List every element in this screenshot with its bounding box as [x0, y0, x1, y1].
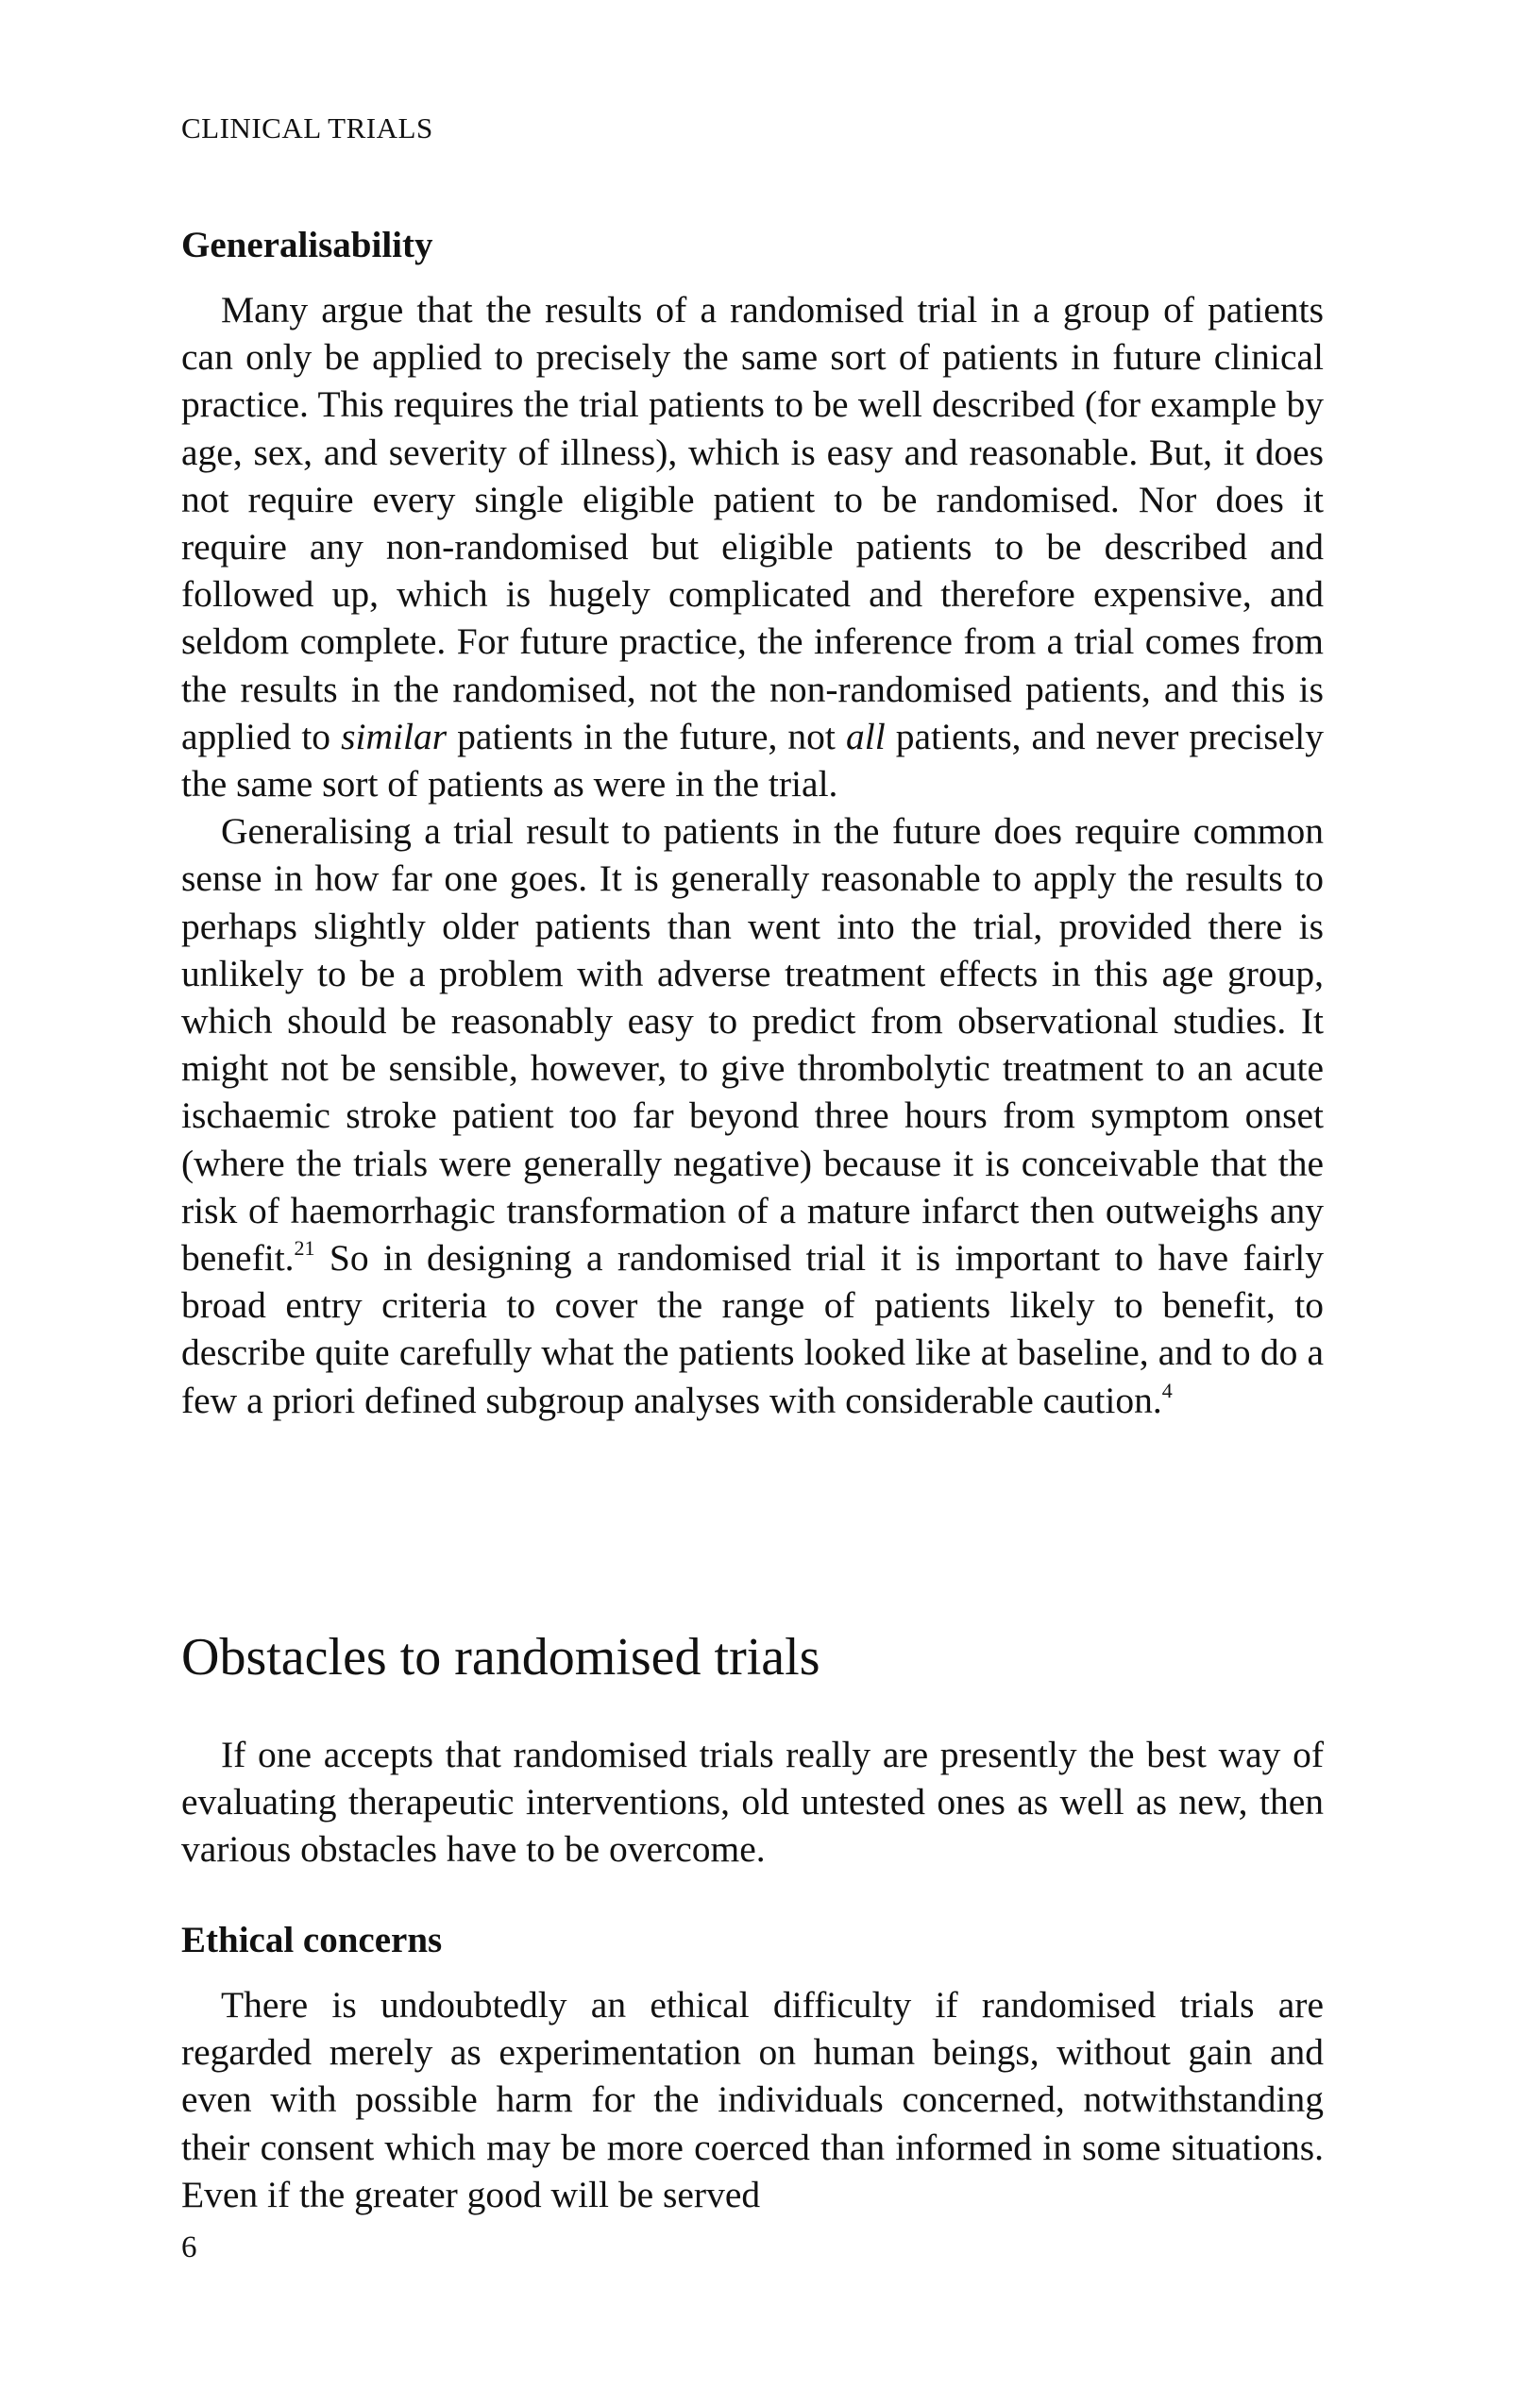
section-ethical-concerns [181, 1917, 1324, 2218]
reference-marker: 21 [294, 1235, 315, 1260]
text-run: Many argue that the results of a randomised trial in a group of patients can only be applied to precisely the same sort of patients in future clinical practice. This requires the trial patients to be well described (for example by age, sex, and severity of illness), which is easy and reasonable. But, it does not require every single eligible patient to be randomised. Nor does it require any non-randomised but eligible patients to be described and followed up, which is hugely complicated and therefore expensive, and seldom complete. For future practice, the inference from a trial comes from the results in the randomised, not the non-randomised patients, and this is applied to [181, 289, 1324, 757]
heading-obstacles: Obstacles to randomised trials [181, 1628, 820, 1687]
emphasis-all: all [845, 715, 886, 757]
section-generalisability [181, 222, 1324, 1424]
emphasis-similar: similar [341, 715, 448, 757]
reference-marker: 4 [1161, 1378, 1173, 1402]
page-number: 6 [181, 2230, 197, 2264]
heading-ethical-concerns: Ethical concerns [181, 1920, 443, 1960]
running-head: CLINICAL TRIALS [181, 111, 433, 144]
text-run: Generalising a trial result to patients in the future does require common sense in how far one goes. It is generally reasonable to apply the results to perhaps slightly older patients than went into the trial, provided there is unlikely to be a problem with adverse treatment effects in this age group, which should be reasonably easy to predict from observational studies. It might not be sensible, however, to give thrombolytic treatment to an acute ischaemic stroke patient too far beyond three hours from symptom onset (where the trials were generally negative) because it is conceivable that the risk of haemorrhagic transformation of a mature infarct then outweighs any benefit. [181, 810, 1324, 1280]
paragraph-ethical-1: There is undoubtedly an ethical difficulty if randomised trials are regarded merely as experimentation on human beings, without gain and even with possible harm for the individuals concerned, notwithstanding their consent which may be more coerced than informed in some situations. Even if the greater good will be served [181, 1984, 1324, 2215]
book-page [181, 0, 1324, 2408]
paragraph-generalisability-1 [181, 286, 1324, 807]
heading-generalisability: Generalisability [181, 225, 433, 265]
paragraph-generalisability-2 [181, 807, 1324, 1424]
section-obstacles [181, 1624, 1324, 1874]
text-run: So in designing a randomised trial it is important to have fairly broad entry criteria to cover the range of patients likely to benefit, to describe quite carefully what the patients looked like at baseline, and to do a few a priori defined subgroup analyses with considerable caution. [181, 1237, 1324, 1421]
text-run: patients in the future, not [447, 715, 846, 757]
paragraph-obstacles-1: If one accepts that randomised trials really are presently the best way of evaluating therapeutic interventions, old untested ones as well as new, then various obstacles have to be overcome. [181, 1734, 1324, 1871]
text-run: patients, and never precisely the same sort of patients as were in the trial. [181, 715, 1324, 805]
